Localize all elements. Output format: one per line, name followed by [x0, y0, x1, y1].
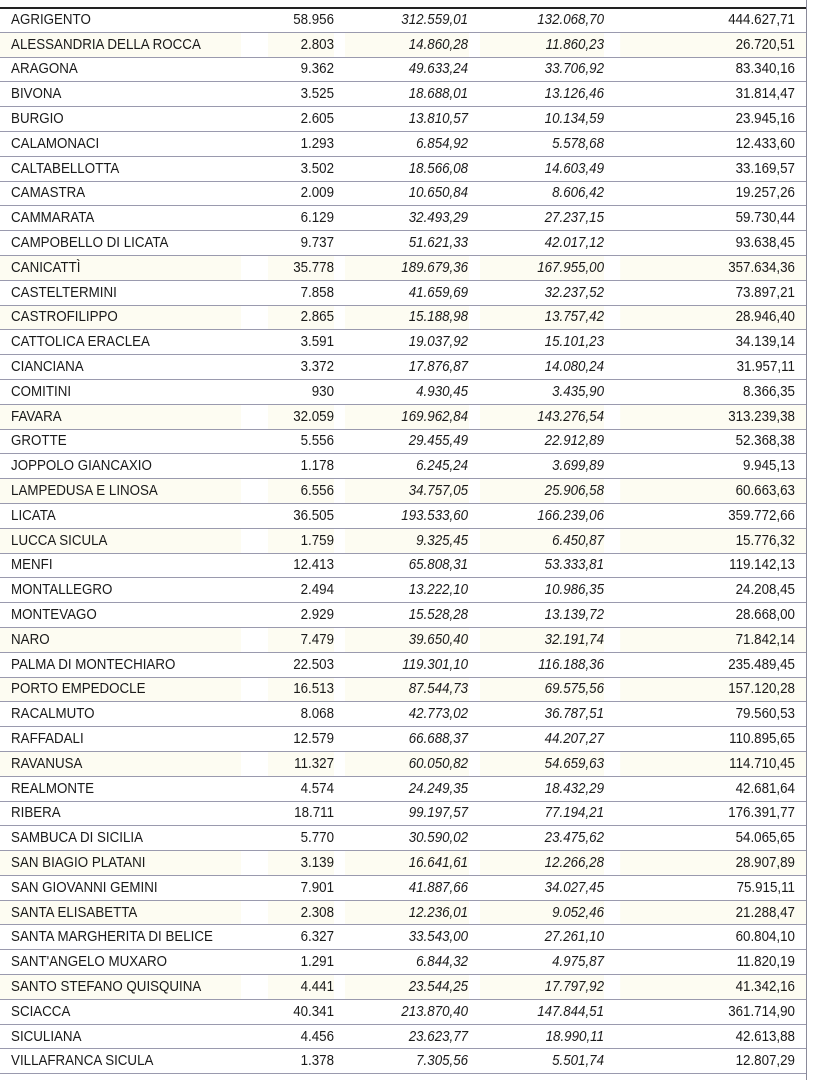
cell-comune: CASTELTERMINI: [0, 280, 241, 305]
cell-valore-a: 42.773,02: [345, 702, 469, 727]
cell-valore-b: 14.603,49: [480, 156, 604, 181]
table-row: [0, 776, 806, 801]
cell-valore-a: 13.810,57: [345, 107, 469, 132]
cell-valore-b: 25.906,58: [480, 479, 604, 504]
cell-valore-a: 99.197,57: [345, 801, 469, 826]
cell-valore-a: 6.245,24: [345, 454, 469, 479]
cell-totale: 11.820,19: [620, 950, 806, 975]
cell-popolazione: 9.362: [268, 57, 334, 82]
cell-popolazione: 9.737: [268, 231, 334, 256]
cell-totale: 54.065,65: [620, 826, 806, 851]
table-row: [0, 950, 806, 975]
cell-comune: CALAMONACI: [0, 131, 241, 156]
cell-valore-a: 65.808,31: [345, 553, 469, 578]
cell-comune: REALMONTE: [0, 776, 241, 801]
cell-valore-a: 169.962,84: [345, 404, 469, 429]
cell-totale: 59.730,44: [620, 206, 806, 231]
cell-valore-b: 22.912,89: [480, 429, 604, 454]
cell-valore-b: 12.266,28: [480, 851, 604, 876]
cell-comune: SCIACCA: [0, 999, 241, 1024]
cell-totale: 28.946,40: [620, 305, 806, 330]
cell-totale: 33.169,57: [620, 156, 806, 181]
table-row: [0, 32, 806, 57]
cell-popolazione: 6.129: [268, 206, 334, 231]
cell-totale: 176.391,77: [620, 801, 806, 826]
cell-valore-b: 42.017,12: [480, 231, 604, 256]
table-row: [0, 727, 806, 752]
cell-comune: ARAGONA: [0, 57, 241, 82]
cell-valore-a: 193.533,60: [345, 503, 469, 528]
cell-popolazione: 2.308: [268, 900, 334, 925]
cell-comune: SANT'ANGELO MUXARO: [0, 950, 241, 975]
cell-popolazione: 22.503: [268, 652, 334, 677]
cell-comune: RACALMUTO: [0, 702, 241, 727]
cell-valore-a: 4.930,45: [345, 379, 469, 404]
cell-valore-a: 41.887,66: [345, 875, 469, 900]
cell-totale: 31.814,47: [620, 82, 806, 107]
table-row: [0, 702, 806, 727]
cell-valore-a: 6.854,92: [345, 131, 469, 156]
cell-popolazione: 35.778: [268, 255, 334, 280]
cell-popolazione: 4.441: [268, 975, 334, 1000]
table-row: [0, 305, 806, 330]
cell-popolazione: 2.803: [268, 32, 334, 57]
cell-totale: 313.239,38: [620, 404, 806, 429]
cell-totale: 114.710,45: [620, 751, 806, 776]
table-row: [0, 82, 806, 107]
cell-popolazione: 1.293: [268, 131, 334, 156]
cell-totale: 79.560,53: [620, 702, 806, 727]
cell-popolazione: 40.341: [268, 999, 334, 1024]
table-row: [0, 57, 806, 82]
cell-valore-a: 18.566,08: [345, 156, 469, 181]
cell-valore-a: 24.249,35: [345, 776, 469, 801]
cell-valore-a: 49.633,24: [345, 57, 469, 82]
cell-valore-b: 10.134,59: [480, 107, 604, 132]
table-row: [0, 925, 806, 950]
cell-totale: 60.663,63: [620, 479, 806, 504]
table-row: [0, 355, 806, 380]
cell-totale: 26.720,51: [620, 32, 806, 57]
cell-totale: 357.634,36: [620, 255, 806, 280]
cell-valore-b: 132.068,70: [480, 8, 604, 32]
cell-totale: 28.668,00: [620, 603, 806, 628]
table-row: [0, 8, 806, 32]
cell-valore-b: 27.261,10: [480, 925, 604, 950]
cell-valore-a: 15.188,98: [345, 305, 469, 330]
table-row: [0, 181, 806, 206]
cell-valore-b: 6.450,87: [480, 528, 604, 553]
cell-valore-b: 34.027,45: [480, 875, 604, 900]
cell-comune: SAMBUCA DI SICILIA: [0, 826, 241, 851]
cell-valore-b: 15.101,23: [480, 330, 604, 355]
cell-comune: PALMA DI MONTECHIARO: [0, 652, 241, 677]
cell-comune: PORTO EMPEDOCLE: [0, 677, 241, 702]
cell-valore-b: 8.606,42: [480, 181, 604, 206]
cell-comune: JOPPOLO GIANCAXIO: [0, 454, 241, 479]
cell-comune: MONTALLEGRO: [0, 578, 241, 603]
cell-totale: 15.776,32: [620, 528, 806, 553]
cell-valore-b: 32.237,52: [480, 280, 604, 305]
cell-valore-a: 189.679,36: [345, 255, 469, 280]
cell-valore-a: 9.325,45: [345, 528, 469, 553]
cell-popolazione: 3.372: [268, 355, 334, 380]
cell-popolazione: 3.591: [268, 330, 334, 355]
cell-valore-b: 14.080,24: [480, 355, 604, 380]
cell-totale: 119.142,13: [620, 553, 806, 578]
cell-totale: 28.907,89: [620, 851, 806, 876]
cell-valore-a: 87.544,73: [345, 677, 469, 702]
cell-valore-a: 30.590,02: [345, 826, 469, 851]
cell-comune: BIVONA: [0, 82, 241, 107]
cell-valore-a: 12.236,01: [345, 900, 469, 925]
table-row: [0, 255, 806, 280]
cell-totale: 41.342,16: [620, 975, 806, 1000]
table-row: [0, 677, 806, 702]
cell-popolazione: 5.770: [268, 826, 334, 851]
cell-comune: LUCCA SICULA: [0, 528, 241, 553]
cell-totale: 24.208,45: [620, 578, 806, 603]
cell-comune: RAVANUSA: [0, 751, 241, 776]
cell-comune: CAMASTRA: [0, 181, 241, 206]
cell-comune: GROTTE: [0, 429, 241, 454]
cell-comune: AGRIGENTO: [0, 8, 241, 32]
cell-totale: 157.120,28: [620, 677, 806, 702]
cell-valore-a: 60.050,82: [345, 751, 469, 776]
cell-popolazione: 8.068: [268, 702, 334, 727]
cell-totale: 34.139,14: [620, 330, 806, 355]
cell-comune: MONTEVAGO: [0, 603, 241, 628]
table-row: [0, 627, 806, 652]
cell-comune: LICATA: [0, 503, 241, 528]
cell-valore-b: 3.699,89: [480, 454, 604, 479]
cell-popolazione: 4.574: [268, 776, 334, 801]
cell-valore-b: 4.975,87: [480, 950, 604, 975]
cell-popolazione: 4.456: [268, 1024, 334, 1049]
cell-totale: 93.638,45: [620, 231, 806, 256]
cell-valore-b: 54.659,63: [480, 751, 604, 776]
cell-popolazione: 6.327: [268, 925, 334, 950]
cell-valore-b: 53.333,81: [480, 553, 604, 578]
table-body: [0, 8, 806, 1074]
cell-valore-b: 166.239,06: [480, 503, 604, 528]
cell-totale: 12.807,29: [620, 1049, 806, 1074]
cell-valore-a: 119.301,10: [345, 652, 469, 677]
cell-popolazione: 2.494: [268, 578, 334, 603]
cell-totale: 359.772,66: [620, 503, 806, 528]
cell-totale: 52.368,38: [620, 429, 806, 454]
cell-valore-a: 14.860,28: [345, 32, 469, 57]
cell-popolazione: 3.525: [268, 82, 334, 107]
table-row: [0, 975, 806, 1000]
cell-comune: FAVARA: [0, 404, 241, 429]
cell-valore-b: 17.797,92: [480, 975, 604, 1000]
cell-popolazione: 32.059: [268, 404, 334, 429]
cell-valore-a: 41.659,69: [345, 280, 469, 305]
cell-valore-b: 3.435,90: [480, 379, 604, 404]
cell-comune: CALTABELLOTTA: [0, 156, 241, 181]
table-row: [0, 231, 806, 256]
cell-valore-a: 18.688,01: [345, 82, 469, 107]
table-row: [0, 851, 806, 876]
cell-totale: 73.897,21: [620, 280, 806, 305]
cell-comune: ALESSANDRIA DELLA ROCCA: [0, 32, 241, 57]
cell-valore-a: 213.870,40: [345, 999, 469, 1024]
cell-totale: 42.681,64: [620, 776, 806, 801]
cell-valore-b: 5.501,74: [480, 1049, 604, 1074]
cell-totale: 235.489,45: [620, 652, 806, 677]
cell-popolazione: 7.901: [268, 875, 334, 900]
cell-valore-b: 13.139,72: [480, 603, 604, 628]
cell-totale: 21.288,47: [620, 900, 806, 925]
table-row: [0, 156, 806, 181]
cell-valore-a: 17.876,87: [345, 355, 469, 380]
cell-comune: CANICATTÌ: [0, 255, 241, 280]
table-row: [0, 1049, 806, 1074]
cell-totale: 9.945,13: [620, 454, 806, 479]
cell-comune: MENFI: [0, 553, 241, 578]
cell-valore-a: 19.037,92: [345, 330, 469, 355]
cell-popolazione: 3.139: [268, 851, 334, 876]
table-row: [0, 751, 806, 776]
cell-valore-a: 10.650,84: [345, 181, 469, 206]
cell-popolazione: 1.178: [268, 454, 334, 479]
cell-valore-b: 77.194,21: [480, 801, 604, 826]
cell-valore-a: 23.623,77: [345, 1024, 469, 1049]
cell-valore-a: 34.757,05: [345, 479, 469, 504]
cell-valore-b: 13.126,46: [480, 82, 604, 107]
cell-valore-b: 27.237,15: [480, 206, 604, 231]
cell-valore-a: 15.528,28: [345, 603, 469, 628]
cell-comune: SAN BIAGIO PLATANI: [0, 851, 241, 876]
cell-popolazione: 12.579: [268, 727, 334, 752]
cell-popolazione: 18.711: [268, 801, 334, 826]
cell-totale: 12.433,60: [620, 131, 806, 156]
cell-comune: SANTA MARGHERITA DI BELICE: [0, 925, 241, 950]
table-row: [0, 206, 806, 231]
table-row: [0, 429, 806, 454]
cell-totale: 19.257,26: [620, 181, 806, 206]
table-row: [0, 528, 806, 553]
cell-valore-b: 5.578,68: [480, 131, 604, 156]
cell-popolazione: 11.327: [268, 751, 334, 776]
cell-comune: RIBERA: [0, 801, 241, 826]
cell-valore-b: 36.787,51: [480, 702, 604, 727]
cell-popolazione: 2.009: [268, 181, 334, 206]
table-row: [0, 479, 806, 504]
cell-popolazione: 930: [268, 379, 334, 404]
cell-valore-a: 39.650,40: [345, 627, 469, 652]
cell-valore-b: 32.191,74: [480, 627, 604, 652]
cell-valore-a: 51.621,33: [345, 231, 469, 256]
cell-valore-a: 7.305,56: [345, 1049, 469, 1074]
cell-totale: 110.895,65: [620, 727, 806, 752]
table-row: [0, 454, 806, 479]
cell-valore-a: 312.559,01: [345, 8, 469, 32]
cell-popolazione: 1.378: [268, 1049, 334, 1074]
cell-popolazione: 58.956: [268, 8, 334, 32]
table-row: [0, 107, 806, 132]
cell-valore-b: 167.955,00: [480, 255, 604, 280]
cell-valore-a: 23.544,25: [345, 975, 469, 1000]
table-row: [0, 875, 806, 900]
table-row: [0, 404, 806, 429]
cell-valore-b: 11.860,23: [480, 32, 604, 57]
cell-totale: 42.613,88: [620, 1024, 806, 1049]
cell-popolazione: 2.929: [268, 603, 334, 628]
table-row: [0, 652, 806, 677]
cell-comune: COMITINI: [0, 379, 241, 404]
table-row: [0, 999, 806, 1024]
cell-valore-a: 6.844,32: [345, 950, 469, 975]
cell-totale: 83.340,16: [620, 57, 806, 82]
cell-valore-b: 10.986,35: [480, 578, 604, 603]
cell-totale: 8.366,35: [620, 379, 806, 404]
table-row: [0, 826, 806, 851]
cell-popolazione: 5.556: [268, 429, 334, 454]
cell-valore-b: 116.188,36: [480, 652, 604, 677]
cell-popolazione: 1.291: [268, 950, 334, 975]
cell-popolazione: 6.556: [268, 479, 334, 504]
cell-popolazione: 16.513: [268, 677, 334, 702]
cell-comune: RAFFADALI: [0, 727, 241, 752]
table-row: [0, 801, 806, 826]
cell-popolazione: 7.858: [268, 280, 334, 305]
cell-valore-a: 32.493,29: [345, 206, 469, 231]
table-row: [0, 900, 806, 925]
cell-totale: 71.842,14: [620, 627, 806, 652]
cell-valore-b: 69.575,56: [480, 677, 604, 702]
cell-valore-b: 44.207,27: [480, 727, 604, 752]
cell-popolazione: 2.605: [268, 107, 334, 132]
cell-valore-b: 33.706,92: [480, 57, 604, 82]
cell-valore-a: 33.543,00: [345, 925, 469, 950]
cell-popolazione: 12.413: [268, 553, 334, 578]
cell-comune: SICULIANA: [0, 1024, 241, 1049]
table-row: [0, 603, 806, 628]
cell-comune: CAMMARATA: [0, 206, 241, 231]
cell-comune: CAMPOBELLO DI LICATA: [0, 231, 241, 256]
cell-popolazione: 3.502: [268, 156, 334, 181]
table-row: [0, 1024, 806, 1049]
cell-comune: VILLAFRANCA SICULA: [0, 1049, 241, 1074]
cell-popolazione: 2.865: [268, 305, 334, 330]
cell-comune: LAMPEDUSA E LINOSA: [0, 479, 241, 504]
cell-comune: CIANCIANA: [0, 355, 241, 380]
table-row: [0, 330, 806, 355]
cell-comune: CATTOLICA ERACLEA: [0, 330, 241, 355]
cell-valore-a: 13.222,10: [345, 578, 469, 603]
table-row: [0, 379, 806, 404]
cell-popolazione: 7.479: [268, 627, 334, 652]
cell-comune: BURGIO: [0, 107, 241, 132]
cell-valore-b: 13.757,42: [480, 305, 604, 330]
table-row: [0, 131, 806, 156]
cell-valore-a: 29.455,49: [345, 429, 469, 454]
table-row: [0, 553, 806, 578]
cell-popolazione: 36.505: [268, 503, 334, 528]
cell-comune: NARO: [0, 627, 241, 652]
cell-totale: 60.804,10: [620, 925, 806, 950]
cell-valore-a: 66.688,37: [345, 727, 469, 752]
cell-valore-b: 9.052,46: [480, 900, 604, 925]
table-row: [0, 503, 806, 528]
cell-valore-b: 143.276,54: [480, 404, 604, 429]
cell-totale: 23.945,16: [620, 107, 806, 132]
cell-valore-a: 16.641,61: [345, 851, 469, 876]
municipality-table: [0, 8, 806, 1074]
cell-comune: CASTROFILIPPO: [0, 305, 241, 330]
table-row: [0, 280, 806, 305]
cell-popolazione: 1.759: [268, 528, 334, 553]
cell-totale: 75.915,11: [620, 875, 806, 900]
cell-valore-b: 23.475,62: [480, 826, 604, 851]
table-row: [0, 578, 806, 603]
cell-valore-b: 147.844,51: [480, 999, 604, 1024]
cell-valore-b: 18.432,29: [480, 776, 604, 801]
cell-comune: SANTO STEFANO QUISQUINA: [0, 975, 241, 1000]
cell-totale: 361.714,90: [620, 999, 806, 1024]
cell-totale: 31.957,11: [620, 355, 806, 380]
cell-comune: SAN GIOVANNI GEMINI: [0, 875, 241, 900]
cell-valore-b: 18.990,11: [480, 1024, 604, 1049]
cell-totale: 444.627,71: [620, 8, 806, 32]
cell-comune: SANTA ELISABETTA: [0, 900, 241, 925]
